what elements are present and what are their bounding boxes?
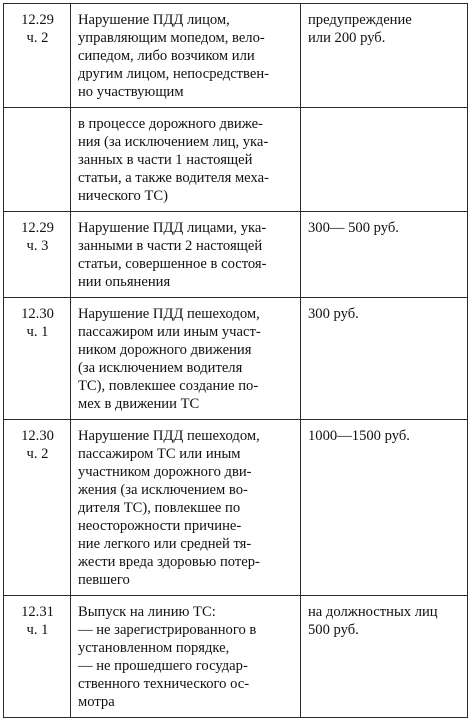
offense-line: пассажиром или иным участ- (78, 324, 261, 340)
offense-line: сипедом, либо возчиком или (78, 48, 255, 64)
offense-line: Нарушение ПДД лицом, (78, 12, 230, 28)
penalty-cell (301, 108, 468, 212)
article-cell (4, 420, 71, 596)
offense-line: нии опьянения (78, 274, 171, 290)
penalty-cell (301, 298, 468, 420)
penalty-line: 500 руб. (308, 622, 359, 638)
table-row (4, 596, 468, 718)
offense-line: — не зарегистрированного в (78, 622, 257, 638)
penalties-table (3, 3, 468, 718)
offense-cell (71, 298, 301, 420)
offense-cell (71, 108, 301, 212)
penalty-cell (301, 4, 468, 108)
penalty-cell (301, 596, 468, 718)
offense-line: Нарушение ПДД пешеходом, (78, 306, 260, 322)
article-cell (4, 212, 71, 298)
table-row (4, 108, 468, 212)
offense-line: — не прошедшего государ- (78, 658, 248, 674)
offense-line: в процессе дорожного движе- (78, 116, 263, 132)
article-number: 12.29 (21, 12, 54, 28)
offense-line: ТС), повлекшее создание по- (78, 378, 259, 394)
article-number: 12.30 (21, 306, 54, 322)
offense-line: занных в части 1 настоящей (78, 152, 253, 168)
article-part: ч. 1 (26, 324, 49, 340)
offense-cell (71, 4, 301, 108)
offense-cell (71, 596, 301, 718)
penalty-line: 300— 500 руб. (308, 220, 399, 236)
article-cell (4, 4, 71, 108)
offense-line: ния (за исключением лиц, ука- (78, 134, 269, 150)
offense-cell (71, 212, 301, 298)
offense-line: жения (за исключением во- (78, 482, 248, 498)
penalty-line: на должностных лиц (308, 604, 438, 620)
offense-line: Выпуск на линию ТС: (78, 604, 216, 620)
offense-line: установленном порядке, (78, 640, 230, 656)
article-part: ч. 1 (26, 622, 49, 638)
offense-line: статьи, совершенное в состоя- (78, 256, 267, 272)
penalty-line: предупреждение (308, 12, 412, 28)
article-part: ч. 2 (26, 30, 49, 46)
offense-line: статьи, а также водителя меха- (78, 170, 269, 186)
table-row (4, 4, 468, 108)
article-part: ч. 3 (26, 238, 49, 254)
penalty-cell (301, 420, 468, 596)
penalty-line: 1000—1500 руб. (308, 428, 410, 444)
table-body (4, 4, 468, 718)
penalty-line: 300 руб. (308, 306, 359, 322)
offense-line: ственного технического ос- (78, 676, 250, 692)
offense-line: занными в части 2 настоящей (78, 238, 263, 254)
offense-line: ником дорожного движения (78, 342, 252, 358)
offense-line: мех в движении ТС (78, 396, 200, 412)
offense-line: певшего (78, 572, 130, 588)
offense-line: мотра (78, 694, 115, 710)
offense-line: дителя ТС), повлекшее по (78, 500, 241, 516)
penalty-cell (301, 212, 468, 298)
table-row (4, 420, 468, 596)
article-number: 12.30 (21, 428, 54, 444)
article-cell (4, 596, 71, 718)
article-cell (4, 108, 71, 212)
penalty-line: или 200 руб. (308, 30, 386, 46)
offense-line: Нарушение ПДД лицами, ука- (78, 220, 267, 236)
article-number: 12.31 (21, 604, 54, 620)
offense-line: участником дорожного дви- (78, 464, 252, 480)
offense-line: другим лицом, непосредствен- (78, 66, 270, 82)
offense-line: жести вреда здоровью потер- (78, 554, 260, 570)
article-number: 12.29 (21, 220, 54, 236)
offense-line: Нарушение ПДД пешеходом, (78, 428, 260, 444)
offense-line: пассажиром ТС или иным (78, 446, 241, 462)
table-row (4, 298, 468, 420)
offense-line: нического ТС) (78, 188, 168, 204)
offense-line: (за исключением водителя (78, 360, 243, 376)
offense-cell (71, 420, 301, 596)
offense-line: неосторожности причине- (78, 518, 242, 534)
offense-line: но участвующим (78, 84, 184, 100)
table-row (4, 212, 468, 298)
offense-line: ние легкого или средней тя- (78, 536, 252, 552)
offense-line: управляющим мопедом, вело- (78, 30, 265, 46)
article-cell (4, 298, 71, 420)
article-part: ч. 2 (26, 446, 49, 462)
